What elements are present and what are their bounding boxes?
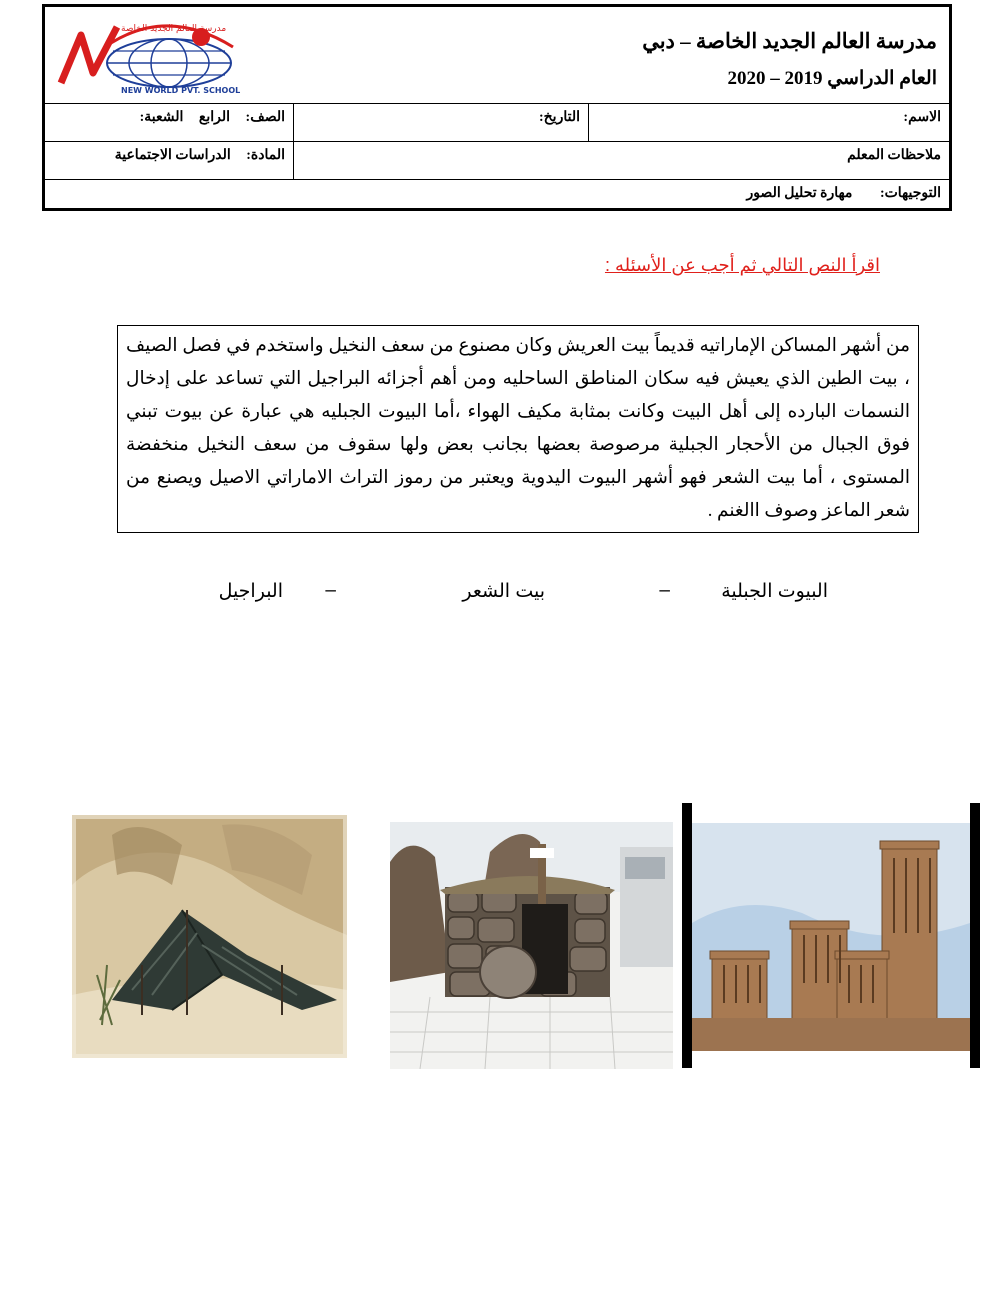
teacher-notes-label: ملاحظات المعلم — [847, 148, 941, 163]
reading-paragraph: من أشهر المساكن الإماراتيه قديماً بيت العريش وكان مصنوع من سعف النخيل واستخدم في فصل الصيف ، بيت الطين الذي يعيش فيه سكان المناطق الساحليه ومن أهم أجزائه البراجيل التي تساعد على إدخال النسمات البارده إلى أهل البيت وكانت بمثابة مكيف الهواء ،أما البيوت الجبليه هي عبارة عن بيوت تبني فوق الجبال من الأحجار الجبلية مرصوصة بعضها بجانب بعض ولها سقوف من سعف النخيل منخفضة المستوى ، أما بيت الشعر فهو أشهر البيوت اليدوية ويعتبر من رموز التراث الاماراتي الاصيل ويصنع من شعر الماعز وصوف االغنم . — [117, 325, 919, 533]
label-mountain-houses[interactable]: البيوت الجبلية — [721, 581, 828, 602]
label-separator: – — [659, 580, 670, 601]
image-labels-row — [0, 580, 1000, 610]
photo-wind-towers[interactable] — [682, 803, 980, 1068]
form-row-notes — [45, 141, 949, 180]
class-cell[interactable] — [45, 103, 293, 141]
section-label: الشعبة: — [139, 110, 184, 125]
guidance-label: التوجيهات: — [879, 186, 941, 201]
guidance-value: مهارة تحليل الصور — [746, 186, 853, 201]
name-label: الاسم: — [903, 110, 941, 125]
subject-cell — [45, 141, 293, 179]
class-label: الصف: — [245, 110, 285, 125]
form-row-guidance — [45, 179, 949, 211]
logo-arabic-text: مدرسة العالم الجديد الخاصة — [121, 24, 227, 34]
school-name: مدرسة العالم الجديد الخاصة – دبي — [642, 29, 937, 53]
subject-value: الدراسات الاجتماعية — [114, 148, 231, 163]
subject-label: المادة: — [246, 148, 285, 163]
form-row-name — [45, 103, 949, 142]
date-cell[interactable] — [293, 103, 589, 141]
class-value: الرابع — [198, 110, 231, 125]
logo-english-text: NEW WORLD PVT. SCHOOL — [121, 86, 241, 95]
guidance-cell — [45, 179, 949, 211]
school-logo — [51, 13, 241, 95]
academic-year: العام الدراسي 2019 – 2020 — [727, 68, 937, 89]
date-label: التاريخ: — [538, 110, 580, 125]
teacher-notes-cell[interactable] — [293, 141, 949, 179]
header-top — [45, 7, 949, 104]
label-separator: – — [325, 580, 336, 601]
photo-mountain-stone-house[interactable] — [390, 822, 673, 1069]
instruction-text: اقرأ النص التالي ثم أجب عن الأسئله : — [604, 255, 880, 275]
label-hair-house[interactable]: بيت الشعر — [462, 581, 545, 602]
label-barajeel[interactable]: البراجيل — [218, 581, 283, 602]
photo-hair-tent[interactable] — [72, 815, 347, 1058]
name-cell[interactable] — [589, 103, 949, 141]
header-box — [42, 4, 952, 211]
